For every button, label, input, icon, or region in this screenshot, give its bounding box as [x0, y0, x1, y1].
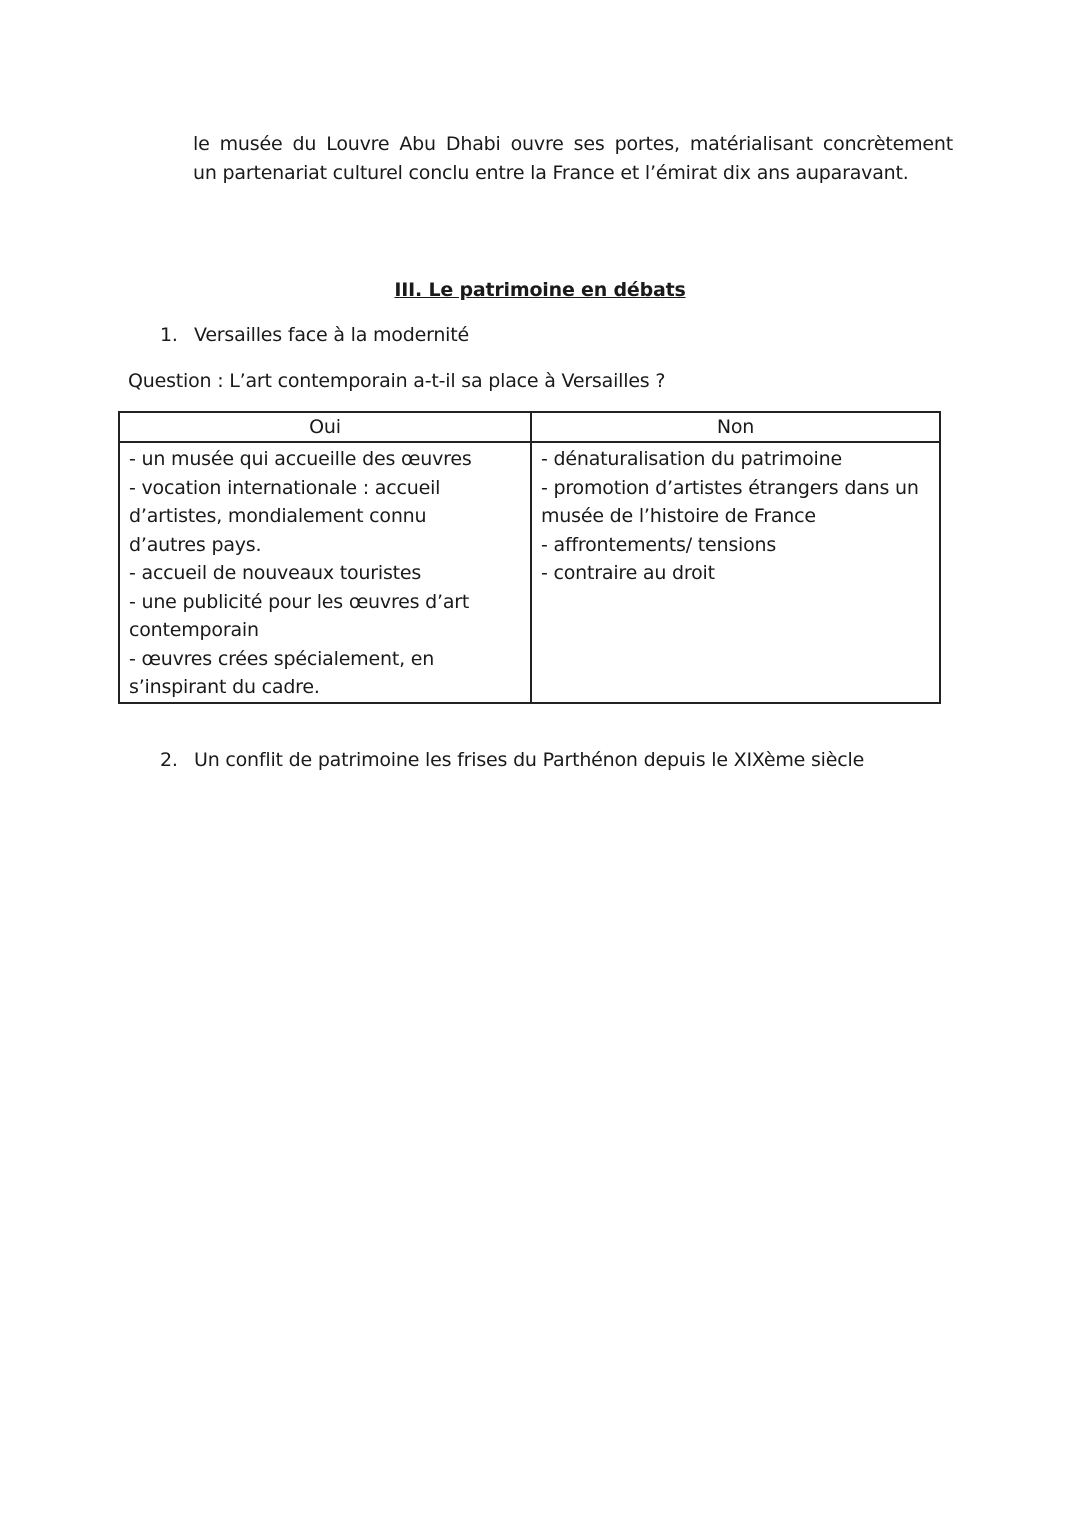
oui-line: - une publicité pour les œuvres d’art [129, 590, 470, 613]
oui-line: - vocation internationale : accueil [129, 476, 441, 499]
table-row [119, 442, 940, 703]
subsection-1-title: Versailles face à la modernité [194, 324, 470, 346]
oui-line: d’artistes, mondialement connu [129, 505, 427, 527]
table-header-oui: Oui [119, 412, 531, 442]
section-title: III. Le patrimoine en débats [394, 279, 686, 301]
subsection-1-number: 1. [160, 324, 178, 346]
debate-table [118, 411, 941, 704]
non-line: - promotion d’artistes étrangers dans un [541, 476, 919, 499]
oui-line: d’autres pays. [129, 533, 262, 556]
subsection-2-title: Un conflit de patrimoine les frises du Parthénon depuis le XIXème siècle [194, 749, 865, 771]
intro-paragraph-line-2: un partenariat culturel conclu entre la France et l’émirat dix ans auparavant. [193, 162, 909, 184]
non-line: - contraire au droit [541, 562, 715, 584]
non-line: musée de l’histoire de France [541, 505, 816, 527]
intro-paragraph [193, 130, 953, 188]
oui-cell [119, 442, 531, 703]
intro-paragraph-line-1: le musée du Louvre Abu Dhabi ouvre ses portes, matérialisant concrètement [193, 133, 953, 155]
non-cell [531, 442, 940, 703]
table-header-non: Non [531, 412, 940, 442]
non-line: - dénaturalisation du patrimoine [541, 448, 842, 470]
question-text: Question : L’art contemporain a-t-il sa place à Versailles ? [128, 370, 666, 392]
non-line: - affrontements/ tensions [541, 533, 777, 556]
subsection-2-number: 2. [160, 749, 178, 771]
oui-line: - accueil de nouveaux touristes [129, 562, 422, 584]
subsection-2-heading [160, 749, 864, 771]
oui-line: - un musée qui accueille des œuvres [129, 448, 472, 470]
oui-line: - œuvres crées spécialement, en [129, 647, 435, 670]
oui-line: s’inspirant du cadre. [129, 676, 320, 698]
subsection-1-heading [160, 324, 469, 346]
oui-line: contemporain [129, 619, 259, 641]
table-header-row [119, 412, 940, 442]
